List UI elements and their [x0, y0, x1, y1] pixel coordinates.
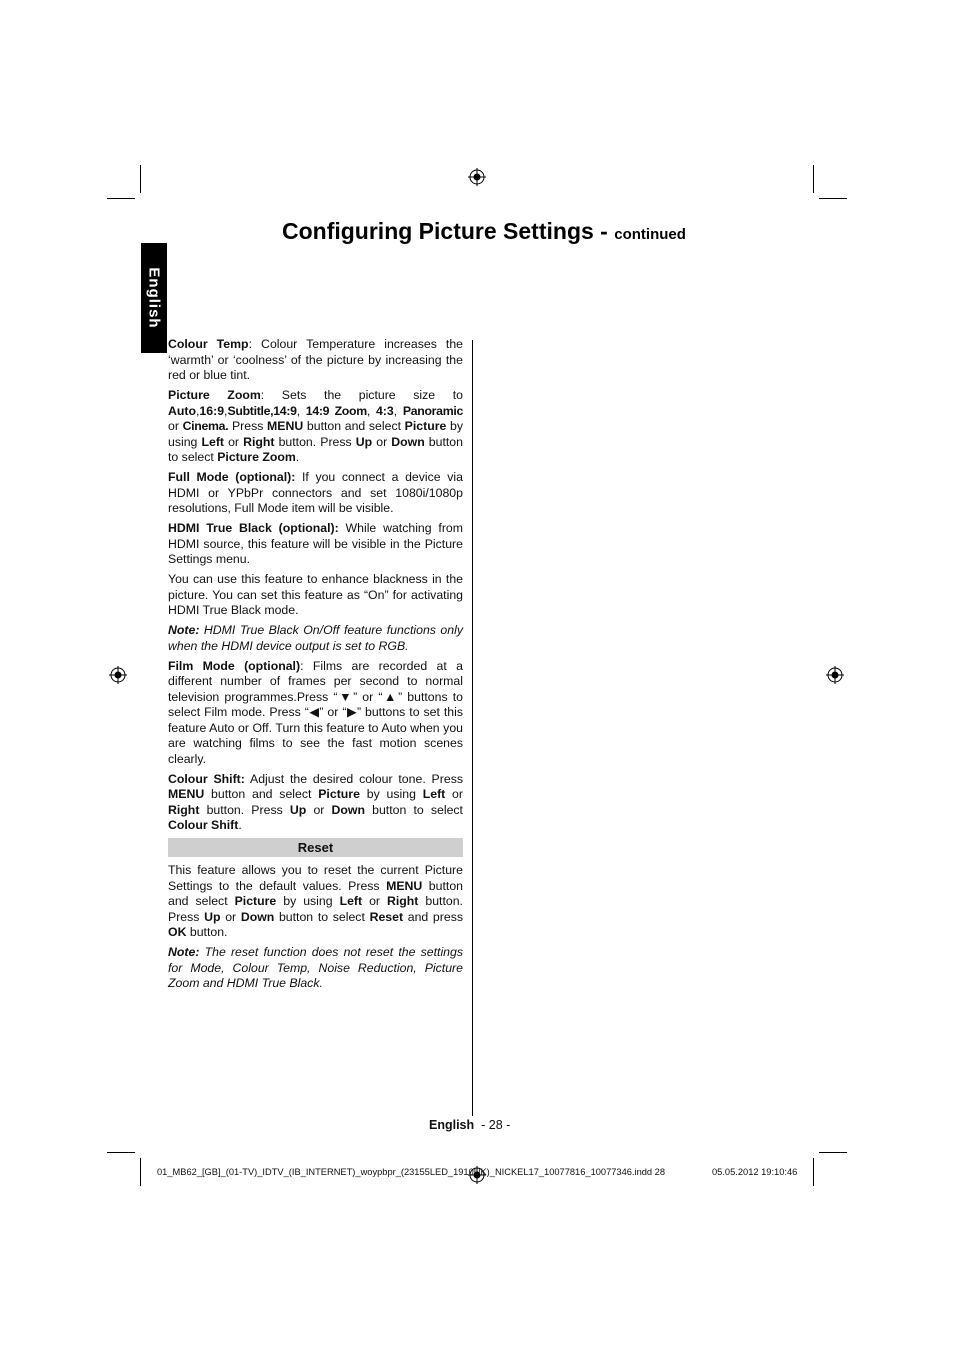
text: button to select: [364, 802, 463, 817]
text: ,: [393, 403, 403, 418]
term: Down: [240, 909, 275, 924]
text: This feature allows you to reset the current Picture Settings to the default values. Press: [168, 863, 463, 893]
text: The reset function does not reset the settings for Mode, Colour Temp, Noise Reduction, Picture Zoom and HDMI True Black.: [168, 945, 463, 990]
text: by using: [168, 419, 463, 449]
colour-temp-paragraph: [168, 337, 463, 384]
text: .: [238, 818, 242, 832]
term: Subtitle,14:9: [227, 403, 297, 418]
full-mode-paragraph: [168, 470, 463, 517]
term: Picture: [404, 419, 447, 433]
term: OK: [168, 925, 187, 939]
term: Colour Shift: [168, 818, 239, 832]
text: ,: [224, 403, 228, 418]
text: : Films are recorded at a different number of frames per second to normal television programmes.Press “: [168, 658, 463, 704]
down-arrow-icon: ▼: [337, 689, 354, 704]
crop-mark: [140, 165, 141, 193]
term: MENU: [267, 419, 304, 433]
blackness-paragraph: You can use this feature to enhance blackness in the picture. You can set this feature as “On” for activating HDMI True Black mode.: [168, 572, 463, 617]
up-arrow-icon: ▲: [382, 689, 399, 704]
reset-paragraph: [168, 863, 463, 941]
main-column: [168, 337, 463, 996]
text: If you connect a device via HDMI or YPbPr connectors and set 1080i/1080p resolutions, Full Mode item will be visible.: [168, 470, 463, 515]
text: or: [168, 419, 183, 433]
text: ” or “: [353, 689, 383, 704]
text: Press: [228, 419, 268, 433]
print-slug: [157, 1167, 798, 1177]
term: Picture Zoom: [168, 388, 261, 402]
term: Left: [201, 434, 225, 449]
text: button. Press: [274, 434, 356, 449]
text: and press: [403, 909, 463, 924]
term: Film Mode (optional): [168, 658, 301, 673]
text: button.: [186, 925, 228, 939]
crop-mark: [819, 198, 847, 199]
registration-mark-icon: [826, 666, 844, 684]
term: Picture: [318, 787, 360, 801]
reset-heading: Reset: [168, 838, 463, 857]
page-title-main: Configuring Picture Settings -: [282, 218, 608, 244]
text: ” or “: [319, 705, 347, 719]
crop-mark: [819, 1152, 847, 1153]
text: : Sets the picture size to: [260, 388, 464, 402]
text: : Colour Temperature increases the ‘warmth’ or ‘coolness’ of the picture by increasing the red or blue tint.: [168, 337, 464, 382]
term: MENU: [386, 878, 423, 893]
text: .: [295, 450, 300, 464]
term: Up: [355, 434, 373, 449]
text: ” buttons to select Film mode. Press “: [168, 689, 464, 719]
colour-shift-paragraph: [168, 772, 463, 834]
term: Picture Zoom: [217, 450, 296, 464]
text: or: [362, 894, 387, 908]
term: 16:9: [199, 403, 225, 418]
note-label: Note:: [168, 623, 200, 637]
term: 14:9 Zoom: [305, 403, 367, 418]
term: Up: [204, 909, 221, 924]
crop-mark: [813, 165, 814, 193]
term: Right: [386, 894, 419, 908]
term: Colour Temp: [168, 337, 249, 351]
language-tab: [141, 243, 167, 353]
note-label: Note:: [168, 945, 200, 959]
term: Down: [331, 802, 365, 817]
term: Reset: [369, 909, 404, 924]
term: Cinema.: [182, 419, 229, 433]
text: button and select: [204, 787, 319, 801]
text: by using: [359, 787, 423, 801]
text: Adjust the desired colour tone. Press: [244, 771, 463, 786]
page-title-continued: continued: [614, 226, 686, 243]
text: HDMI True Black On/Off feature functions only when the HDMI device output is set to RGB.: [168, 623, 463, 653]
text: or: [445, 787, 463, 801]
text: or: [372, 434, 392, 449]
text: or: [224, 434, 244, 449]
term: Auto: [168, 403, 196, 418]
registration-mark-icon: [468, 168, 486, 186]
slug-filename: 01_MB62_[GB]_(01-TV)_IDTV_(IB_INTERNET)_woypbpr_(23155LED_1910UK)_NICKEL17_10077816_10077346.indd 28: [157, 1167, 666, 1177]
term: HDMI True Black (optional):: [168, 521, 339, 535]
registration-mark-icon: [109, 666, 127, 684]
term: Panoramic: [402, 403, 463, 418]
footer-language: English: [429, 1118, 475, 1132]
hdmi-true-black-paragraph: [168, 521, 463, 568]
text: button and select: [303, 419, 405, 433]
right-arrow-icon: ▶: [346, 705, 357, 719]
text: button. Press: [168, 894, 463, 924]
term: MENU: [168, 787, 205, 801]
page-number: - 28 -: [481, 1118, 511, 1132]
crop-mark: [140, 1158, 141, 1186]
crop-mark: [813, 1158, 814, 1186]
text: button to select: [168, 434, 463, 464]
crop-mark: [107, 1152, 135, 1153]
note-paragraph: [168, 945, 463, 992]
text: While watching from HDMI source, this feature will be visible in the Picture Settings menu.: [168, 521, 463, 566]
term: Down: [391, 434, 425, 449]
term: Right: [243, 434, 275, 449]
picture-zoom-paragraph: [168, 388, 463, 466]
text: ,: [366, 403, 376, 418]
term: Full Mode (optional):: [168, 470, 296, 484]
term: Left: [339, 894, 363, 908]
term: 4:3: [375, 403, 394, 418]
term: Colour Shift:: [168, 771, 245, 786]
term: Left: [422, 787, 446, 801]
text: or: [220, 909, 241, 924]
crop-mark: [107, 198, 135, 199]
slug-date: 05.05.2012 19:10:46: [712, 1167, 798, 1177]
text: ” buttons to set this feature Auto or Off. Turn this feature to Auto when you are watching films to see the fast motion scenes clearly.: [168, 705, 463, 766]
term: Up: [289, 802, 307, 817]
text: button and select: [168, 878, 463, 908]
term: Picture: [234, 894, 277, 908]
text: by using: [276, 894, 340, 908]
text: ,: [296, 403, 306, 418]
term: Right: [168, 802, 200, 817]
text: ,: [196, 403, 200, 418]
film-mode-paragraph: [168, 659, 463, 768]
left-arrow-icon: ◀: [308, 705, 320, 719]
note-paragraph: [168, 623, 463, 654]
text: button to select: [274, 909, 370, 924]
language-tab-label: English: [145, 267, 163, 329]
page-title: [282, 218, 686, 245]
text: or: [306, 802, 332, 817]
text: button. Press: [199, 802, 290, 817]
page-footer: [429, 1118, 510, 1132]
column-divider: [472, 340, 473, 1116]
